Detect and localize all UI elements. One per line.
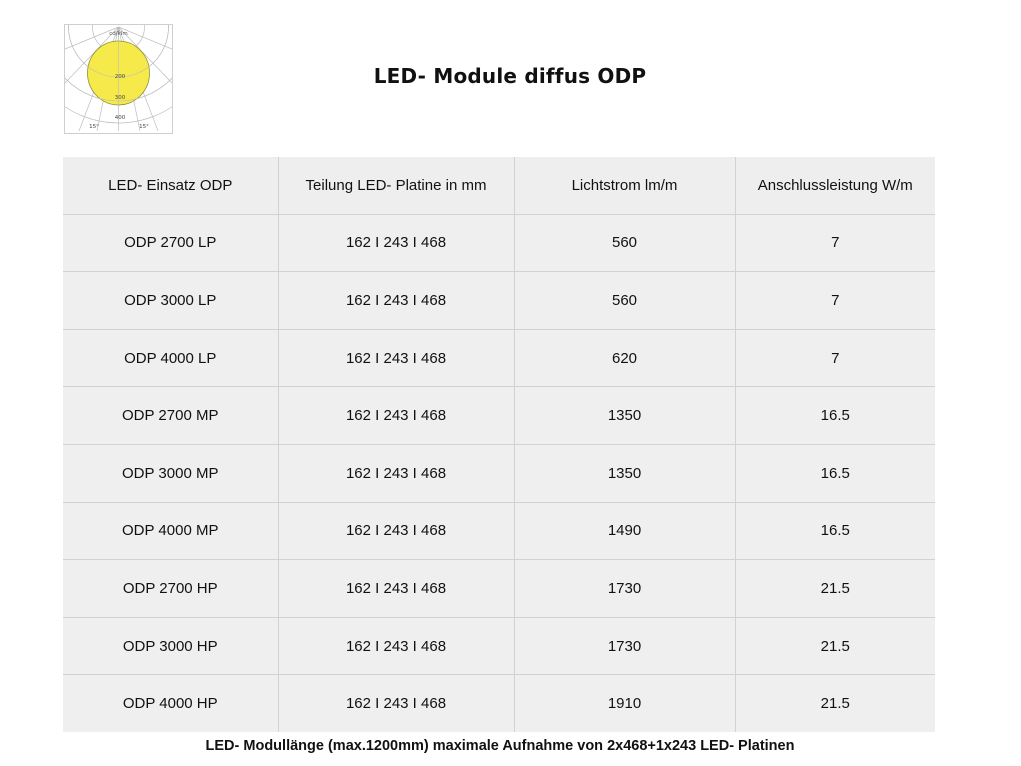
column-header: Teilung LED- Platine in mm	[278, 157, 514, 214]
table-row	[63, 675, 935, 732]
cell-power: 16.5	[735, 502, 935, 560]
radial-label: 200	[114, 74, 126, 80]
light-distribution-diagram	[64, 24, 173, 134]
cell-module: ODP 3000 MP	[63, 444, 278, 502]
cell-spacing: 162 I 243 I 468	[278, 444, 514, 502]
cell-module: ODP 2700 MP	[63, 387, 278, 445]
cell-power: 7	[735, 214, 935, 272]
table-row	[63, 444, 935, 502]
cell-power: 7	[735, 272, 935, 330]
table-row	[63, 272, 935, 330]
spec-table	[63, 157, 935, 732]
cell-spacing: 162 I 243 I 468	[278, 387, 514, 445]
table-row	[63, 560, 935, 618]
cell-luminous-flux: 1350	[514, 387, 735, 445]
radial-label: 400	[114, 115, 126, 121]
unit-label: cd/klm	[109, 31, 128, 37]
cell-power: 21.5	[820, 695, 850, 713]
table-row	[63, 502, 935, 560]
column-header: Lichtstrom lm/m	[514, 157, 735, 214]
table-header-row	[63, 157, 935, 214]
cell-module: ODP 4000 MP	[63, 502, 278, 560]
table-row	[63, 214, 935, 272]
cell-luminous-flux: 1490	[514, 502, 735, 560]
cell-module: ODP 3000 HP	[63, 617, 278, 675]
cell-power: 7	[735, 329, 935, 387]
angle-label: 15°	[89, 124, 99, 130]
page-title: LED- Module diffus ODP	[373, 64, 647, 88]
cell-power: 21.5	[735, 560, 935, 618]
polar-plot	[65, 25, 172, 133]
cell-luminous-flux: 620	[514, 329, 735, 387]
cell-luminous-flux: 1350	[514, 444, 735, 502]
cell-spacing: 162 I 243 I 468	[278, 617, 514, 675]
cell-spacing: 162 I 243 I 468	[278, 560, 514, 618]
cell-spacing: 162 I 243 I 468	[278, 502, 514, 560]
cell-spacing: 162 I 243 I 468	[278, 214, 514, 272]
cell-luminous-flux: 1910	[514, 675, 735, 732]
table-row	[63, 387, 935, 445]
cell-spacing: 162 I 243 I 468	[278, 329, 514, 387]
cell-luminous-flux: 560	[514, 214, 735, 272]
table-row	[63, 617, 935, 675]
angle-label: 15°	[139, 124, 149, 130]
cell-power: 16.5	[735, 387, 935, 445]
column-header: LED- Einsatz ODP	[63, 157, 278, 214]
column-header: Anschlussleistung W/m	[735, 157, 935, 214]
cell-spacing: 162 I 243 I 468	[278, 272, 514, 330]
cell-luminous-flux: 560	[514, 272, 735, 330]
cell-module: ODP 4000 LP	[63, 329, 278, 387]
cell-spacing: 162 I 243 I 468	[278, 675, 514, 732]
cell-module: ODP 4000 HP	[63, 675, 278, 732]
cell-module: ODP 2700 LP	[63, 214, 278, 272]
cell-power: 16.5	[735, 444, 935, 502]
radial-label: 300	[114, 95, 126, 101]
cell-module: ODP 3000 LP	[63, 272, 278, 330]
cell-luminous-flux: 1730	[514, 560, 735, 618]
footnote: LED- Modullänge (max.1200mm) maximale Aufnahme von 2x468+1x243 LED- Platinen	[205, 738, 795, 754]
cell-luminous-flux: 1730	[514, 617, 735, 675]
cell-module: ODP 2700 HP	[63, 560, 278, 618]
table-row	[63, 329, 935, 387]
cell-power: 21.5	[735, 617, 935, 675]
